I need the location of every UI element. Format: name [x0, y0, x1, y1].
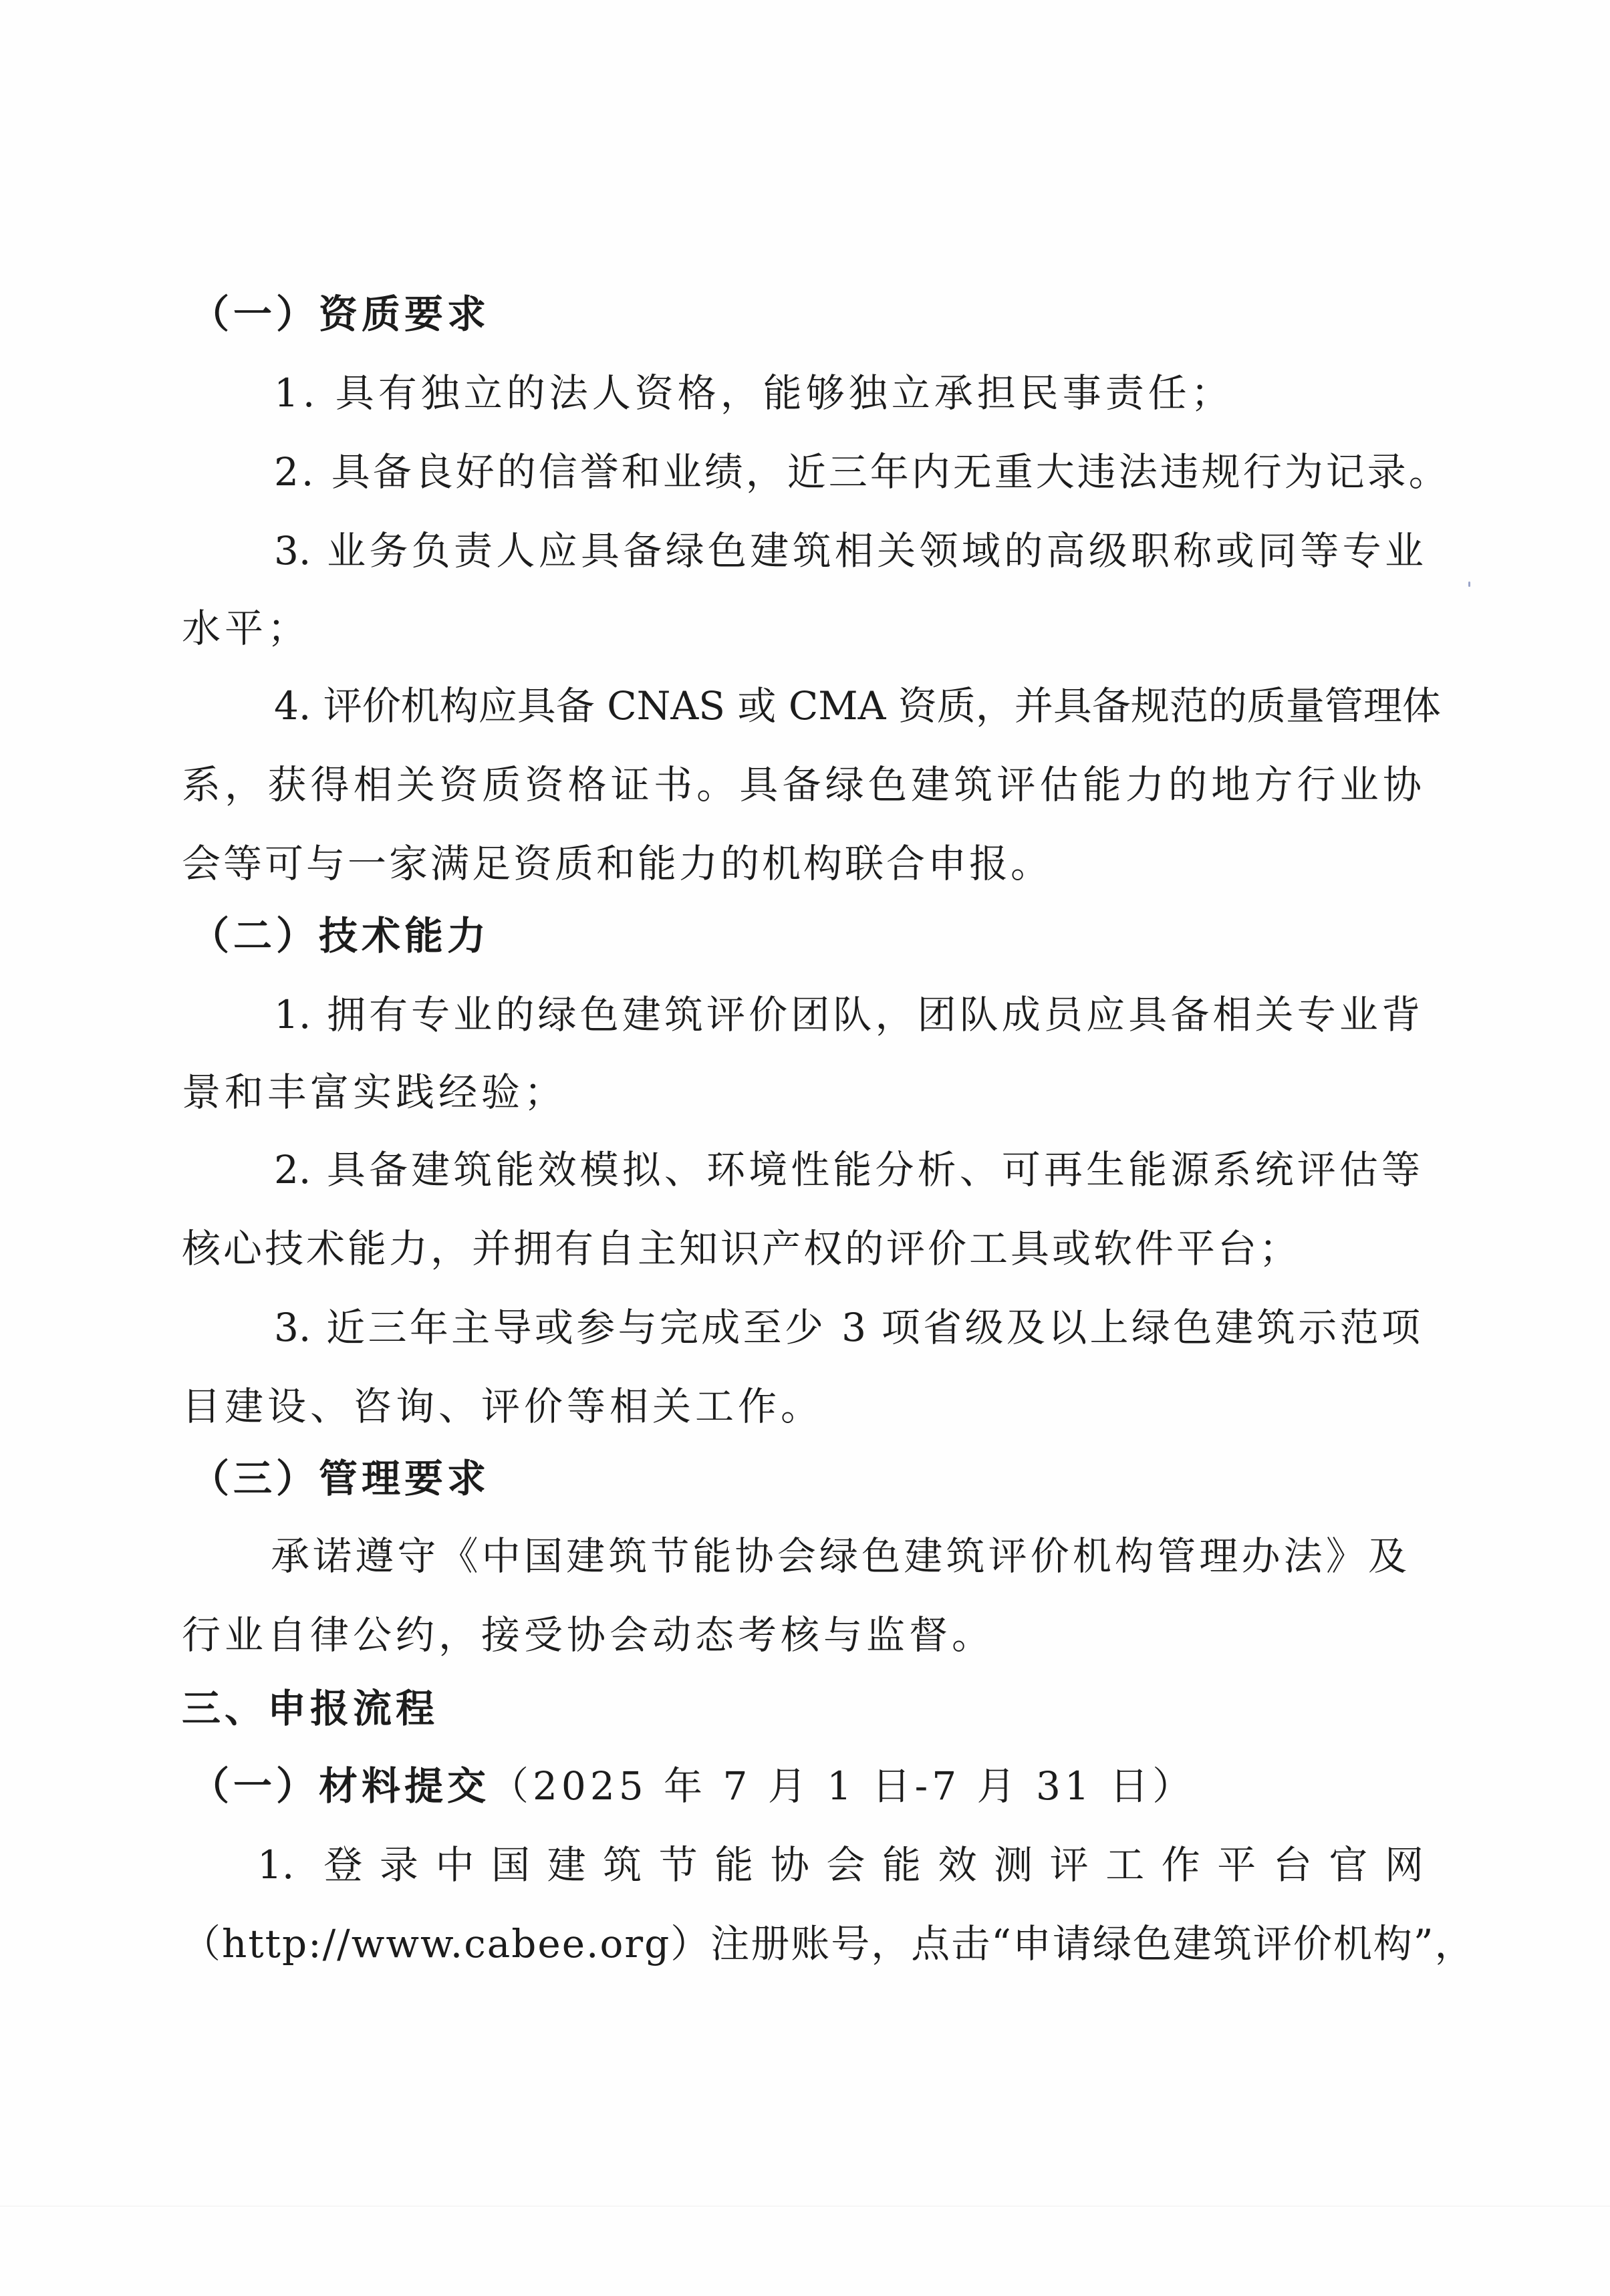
section-heading-management: （三）管理要求 [190, 1456, 491, 1501]
submission-item-1-line-1: 1. 登录中国建筑节能协会能效测评工作平台官网 [257, 1842, 1424, 1888]
management-text-line-1: 承诺遵守《中国建筑节能协会绿色建筑评价机构管理办法》及 [271, 1533, 1407, 1579]
scan-artifact-mark [1468, 582, 1470, 587]
technical-item-1-line-1: 1. 拥有专业的绿色建筑评价团队，团队成员应具备相关专业背 [274, 992, 1420, 1037]
qualification-item-4-line-3: 会等可与一家满足资质和能力的机构联合申报。 [182, 841, 1053, 886]
submission-item-1-line-2: （http://www.cabee.org）注册账号，点击“申请绿色建筑评价机构”， [182, 1921, 1475, 1966]
qualification-item-2: 2. 具备良好的信誉和业绩，近三年内无重大违法违规行为记录。 [274, 449, 1450, 495]
qualification-item-3-line-2: 水平； [182, 606, 311, 651]
part-heading-application-process: 三、申报流程 [182, 1686, 439, 1731]
qualification-item-4-line-2: 系，获得相关资质资格证书。具备绿色建筑评估能力的地方行业协 [182, 762, 1422, 807]
section-heading-qualifications: （一）资质要求 [190, 291, 491, 337]
section-heading-technical: （二）技术能力 [190, 913, 491, 959]
qualification-item-4-line-1: 4. 评价机构应具备 CNAS 或 CMA 资质，并具备规范的质量管理体 [274, 683, 1441, 729]
qualification-item-3-line-1: 3. 业务负责人应具备绿色建筑相关领域的高级职称或同等专业 [274, 528, 1424, 573]
technical-item-2-line-2: 核心技术能力，并拥有自主知识产权的评价工具或软件平台； [182, 1226, 1301, 1271]
qualification-item-1: 1. 具有独立的法人资格，能够独立承担民事责任； [274, 370, 1234, 416]
management-text-line-2: 行业自律公约，接受协会动态考核与监督。 [182, 1612, 995, 1658]
technical-item-3-line-2: 目建设、咨询、评价等相关工作。 [182, 1384, 824, 1429]
technical-item-3-line-1: 3. 近三年主导或参与完成至少 3 项省级及以上绿色建筑示范项 [274, 1305, 1420, 1350]
subsection-heading-material-submission: （一）材料提交 [190, 1763, 491, 1809]
technical-item-2-line-1: 2. 具备建筑能效模拟、环境性能分析、可再生能源系统评估等 [274, 1147, 1420, 1192]
subsection-material-submission [190, 1763, 1195, 1809]
submission-date-range: （2025 年 7 月 1 日-7 月 31 日） [490, 1763, 1196, 1809]
technical-item-1-line-2: 景和丰富实践经验； [182, 1069, 567, 1115]
